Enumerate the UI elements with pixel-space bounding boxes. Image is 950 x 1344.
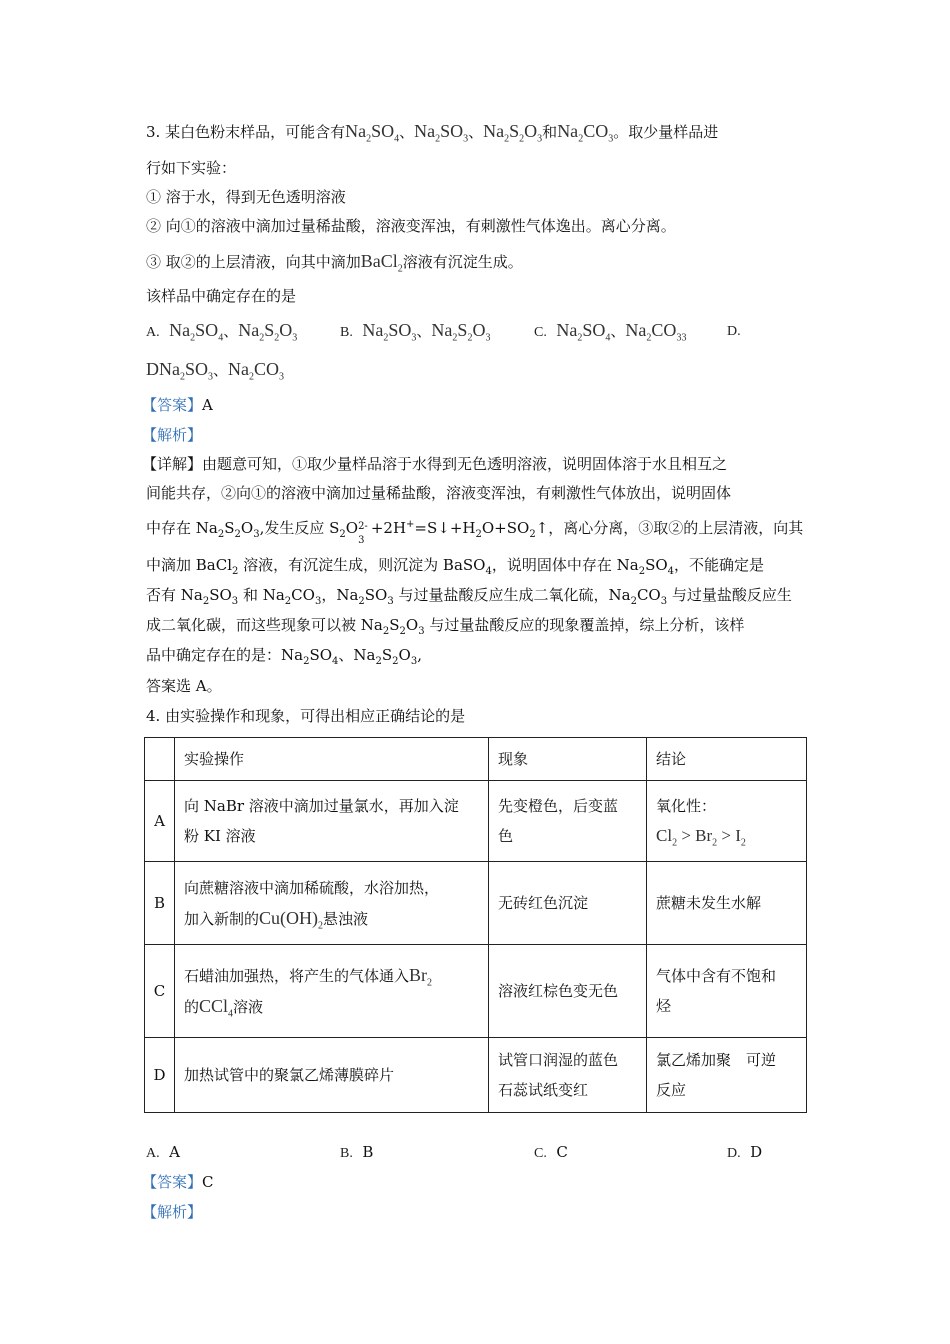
table-row-d [145,1038,807,1113]
table-header-row [145,738,807,781]
q4-answer: 【答案】C [142,1173,214,1191]
q4-analysis-tag: 【解析】 [142,1203,203,1221]
table-row-b [145,862,807,945]
q3-option-d-label[interactable]: D. [727,324,741,339]
q4-table [144,737,807,1113]
q3-analysis-tag: 【解析】 [142,426,203,444]
q3-detail-line6: 成二氧化碳，而这些现象可以被 $Na_2S_2O_3$ 与过量盐酸反应的现象覆盖掉，综上分析，该样 [146,616,745,637]
row-label: B [145,862,175,945]
q3-stem-line2: 行如下实验： [146,159,237,177]
q3-detail-line5: 否有 $Na_2SO_3$ 和 $Na_2CO_3$，$Na_2SO_3$ 与过量盐酸反应生成二氧化硫，$Na_2CO_3$ 与过量盐酸反应生 [146,586,792,607]
phenomenon-cell: 试管口润湿的蓝色 石蕊试纸变红 [489,1038,647,1113]
conclusion-cell: 氧化性： $Cl_2 > Br_2 > I_2$ [647,781,807,862]
q3-stem-line1: 3. 某白色粉末样品，可能含有$Na_2SO_4$、$Na_2SO_3$、$Na_2S_2O_3$和$Na_2CO_3$。取少量样品进 [146,121,719,145]
q3-option-d[interactable]: $DNa_2SO_3$、$Na_2CO_3$ [146,359,285,383]
header-cell: 实验操作 [175,738,489,781]
q4-option-b[interactable]: B. B [340,1143,374,1161]
conclusion-cell: 蔗糖未发生水解 [647,862,807,945]
table-row-a [145,781,807,862]
formula-na2so3: $Na_2SO_3$ [414,121,469,145]
operation-cell: 向蔗糖溶液中滴加稀硫酸，水浴加热， 加入新制的$Cu(OH)_2$悬浊液 [175,862,489,945]
q3-answer: 【答案】A [142,396,213,414]
operation-cell: 石蜡油加强热，将产生的气体通入$Br_2$ 的CCl$_4$溶液 [175,945,489,1038]
q3-option-b[interactable]: B. $Na_2SO_3$、$Na_2S_2O_3$ [340,320,491,344]
header-cell: 结论 [647,738,807,781]
header-cell [145,738,175,781]
conclusion-cell: 氯乙烯加聚 可逆 反应 [647,1038,807,1113]
q4-option-c[interactable]: C. C [534,1143,568,1161]
formula-bacl2: BaCl$_2$ [360,251,403,275]
table-row-c [145,945,807,1038]
q3-step1: ① 溶于水，得到无色透明溶液 [146,188,346,206]
operation-cell: 向 NaBr 溶液中滴加过量氯水，再加入淀 粉 KI 溶液 [175,781,489,862]
conclusion-cell: 气体中含有不饱和 烃 [647,945,807,1038]
header-cell: 现象 [489,738,647,781]
q3-step2: ② 向①的溶液中滴加过量稀盐酸，溶液变浑浊，有刺激性气体逸出。离心分离。 [146,217,676,235]
q4-option-a[interactable]: A. A [146,1143,181,1161]
q3-detail-line1: 【详解】由题意可知，①取少量样品溶于水得到无色透明溶液，说明固体溶于水且相互之 [142,455,728,473]
q3-detail-line4: 中滴加 BaCl$_2$ 溶液，有沉淀生成，则沉淀为 BaSO$_4$，说明固体中存在 $Na_2SO_4$，不能确定是 [146,556,765,577]
q4-option-d[interactable]: D. D [727,1143,763,1161]
operation-cell: 加热试管中的聚氯乙烯薄膜碎片 [175,1038,489,1113]
q3-detail-line8: 答案选 A。 [146,677,222,695]
phenomenon-cell: 先变橙色，后变蓝 色 [489,781,647,862]
q3-option-c[interactable]: C. $Na_2SO_4$、$Na_2CO_{33}$ [534,320,687,344]
row-label: A [145,781,175,862]
q3-detail-line7: 品中确定存在的是：$Na_2SO_4$、$Na_2S_2O_3$, [146,646,422,667]
formula-na2so4: $Na_2SO_4$ [345,121,400,145]
phenomenon-cell: 溶液红棕色变无色 [489,945,647,1038]
q3-option-a[interactable]: A. $Na_2SO_4$、$Na_2S_2O_3$ [146,320,298,344]
row-label: C [145,945,175,1038]
row-label: D [145,1038,175,1113]
q4-stem: 4. 由实验操作和现象，可得出相应正确结论的是 [146,707,466,725]
q3-step3: ③ 取②的上层清液，向其中滴加BaCl$_2$溶液有沉淀生成。 [146,251,523,275]
phenomenon-cell: 无砖红色沉淀 [489,862,647,945]
q3-detail-line2: 间能共存，②向①的溶液中滴加过量稀盐酸，溶液变浑浊，有刺激性气体放出，说明固体 [146,484,732,502]
formula-na2s2o3: $Na_2S_2O_3$ [483,121,543,145]
q3-ask: 该样品中确定存在的是 [146,287,297,305]
formula-na2co3: $Na_2CO_3$ [557,121,614,145]
q3-detail-line3: 中存在 $Na_2S_2O_3$,发生反应 $S_2O$ 2- 3 $+2H^+=S↓+H_2O+SO_2↑$，离心分离，③取②的上层清液，向其 [146,519,804,546]
